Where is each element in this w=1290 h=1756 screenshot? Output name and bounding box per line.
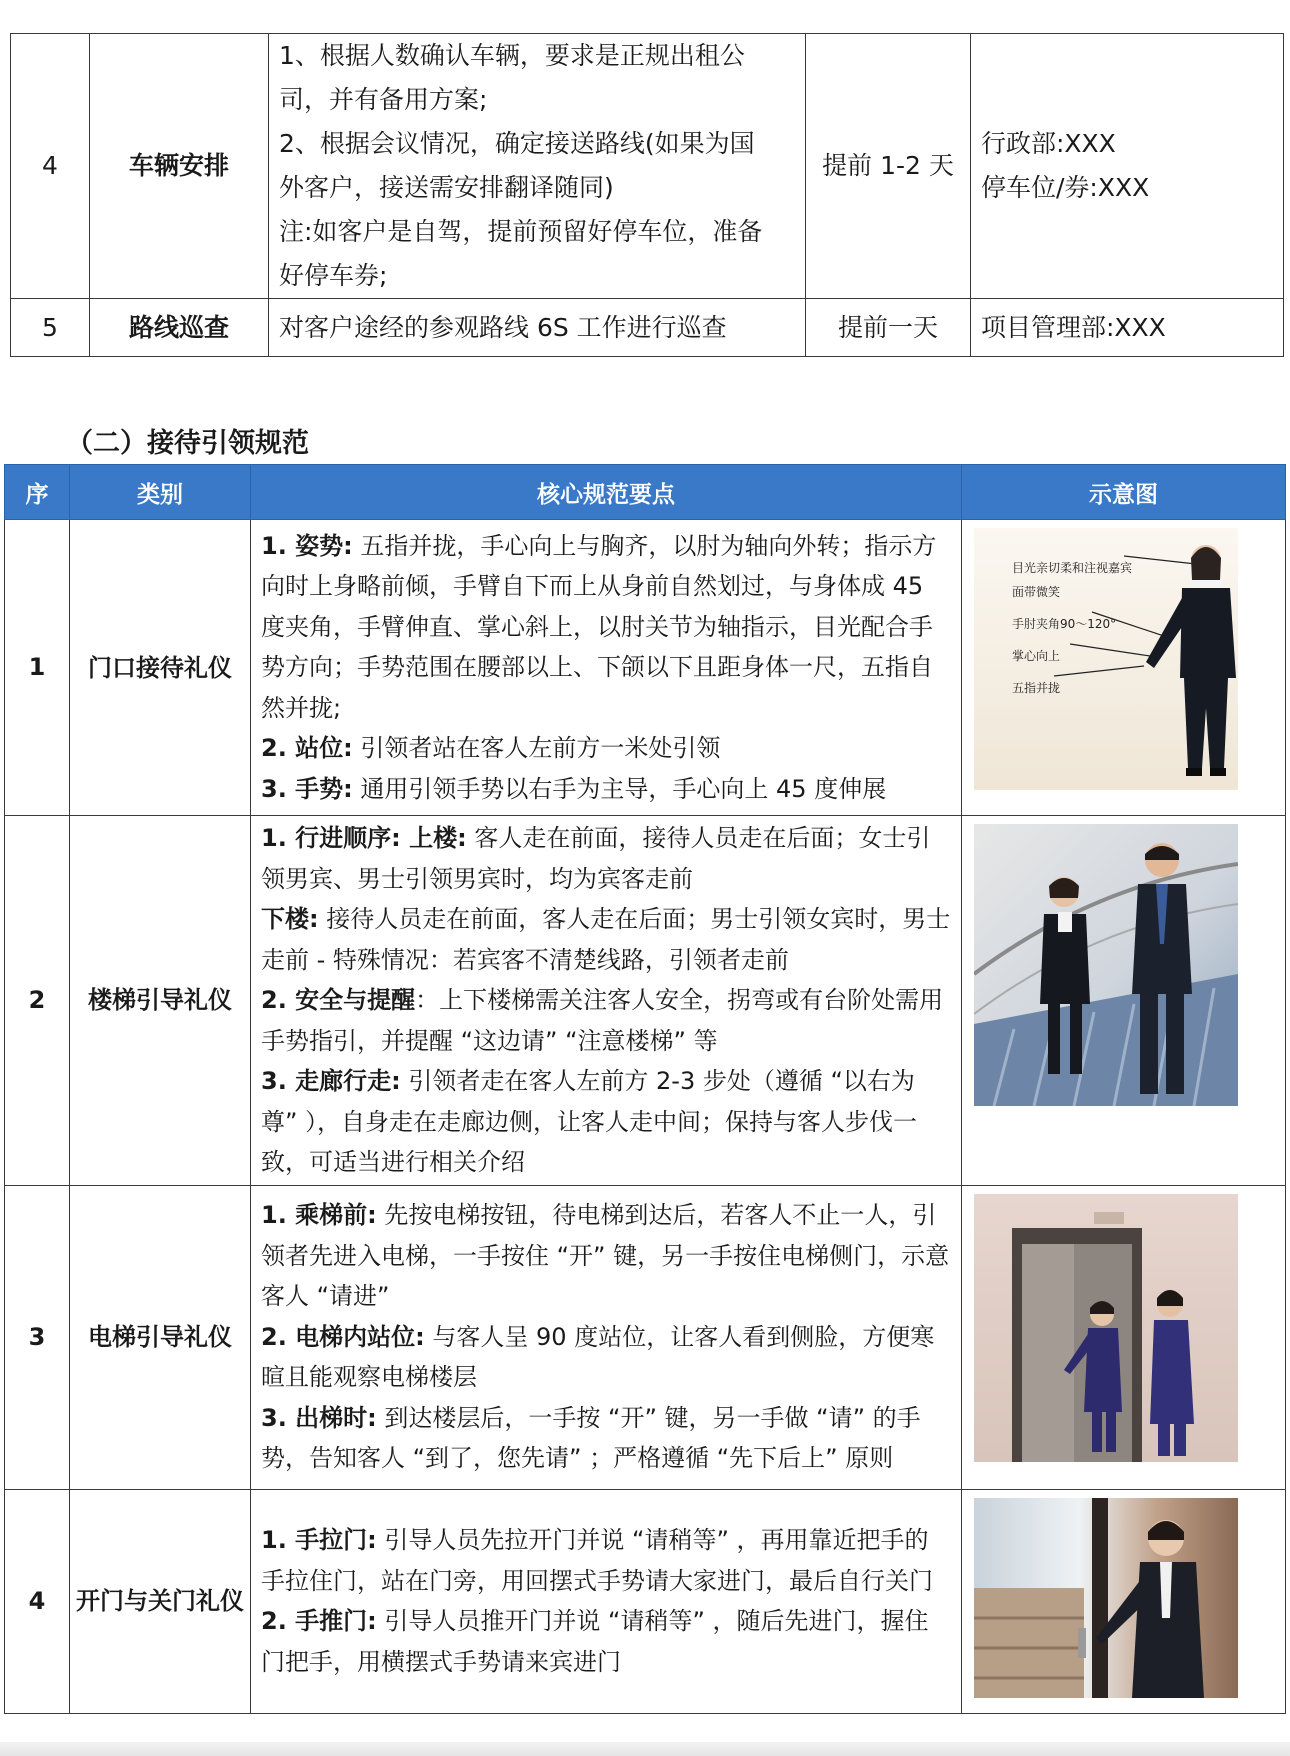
table-row (5, 520, 1286, 816)
column-header-number: 序 (5, 465, 70, 520)
key-points (251, 1489, 962, 1713)
point: 1. 手拉门: 引导人员先拉开门并说 “请稍等” ，再用靠近把手的手拉住门，站在门旁，用回摆式手势请大家进门，最后自行关门 (261, 1526, 933, 1595)
point: 2. 站位: 引领者站在客人左前方一米处引领 (261, 734, 721, 763)
description-line: 2、根据会议情况，确定接送路线(如果为国 (279, 129, 755, 158)
point: 3. 手势: 通用引领手势以右手为主导，手心向上 45 度伸展 (261, 774, 887, 803)
illustration-cell (962, 520, 1286, 816)
table-row (11, 299, 1284, 357)
illustration-cell (962, 1489, 1286, 1713)
column-header-category: 类别 (70, 465, 251, 520)
image-label: 五指并拢 (1012, 681, 1061, 695)
responsible-party (971, 299, 1284, 357)
page-bottom-strip (0, 1742, 1290, 1756)
description-line: 注:如客户是自驾，提前预留好停车位，准备 (279, 217, 763, 246)
image-label: 面带微笑 (1012, 585, 1061, 599)
table-row (5, 816, 1286, 1186)
image-label: 掌心向上 (1012, 649, 1061, 663)
column-header-key-points: 核心规范要点 (251, 465, 962, 520)
owner-line: 项目管理部:XXX (981, 312, 1166, 342)
image-label: 手肘夹角90～120° (1012, 617, 1117, 631)
illustration-cell (962, 816, 1286, 1186)
point: 下楼: 接待人员走在前面，客人走在后面；男士引领女宾时，男士走前 - 特殊情况：若宾客不清楚线路，引领者走前 (261, 905, 951, 974)
row-number: 1 (5, 520, 70, 816)
item-name: 路线巡查 (90, 299, 269, 357)
lead-time: 提前一天 (806, 299, 971, 357)
item-description (269, 299, 806, 357)
category: 楼梯引导礼仪 (70, 816, 251, 1186)
table-row (11, 34, 1284, 299)
row-number: 3 (5, 1185, 70, 1489)
description-line: 1、根据人数确认车辆，要求是正规出租公 (279, 41, 745, 70)
category: 电梯引导礼仪 (70, 1185, 251, 1489)
stairs-illustration (974, 824, 1238, 1106)
point: 3. 出梯时: 到达楼层后，一手按 “开” 键，另一手做 “请” 的手势，告知客人 “到了，您先请” ；严格遵循 “先下后上” 原则 (261, 1403, 921, 1473)
item-name: 车辆安排 (90, 34, 269, 299)
illustration-cell (962, 1185, 1286, 1489)
row-number: 2 (5, 816, 70, 1186)
key-points (251, 520, 962, 816)
description-line: 外客户，接送需安排翻译随同) (279, 173, 614, 202)
point: 2. 手推门: 引导人员推开门并说 “请稍等” ，随后先进门，握住门把手，用横摆式手势请来宾进门 (261, 1607, 929, 1676)
point: 2. 电梯内站位: 与客人呈 90 度站位，让客人看到侧脸，方便寒暄且能观察电梯楼层 (261, 1322, 935, 1392)
image-label: 目光亲切柔和注视嘉宾 (1012, 561, 1133, 575)
point: 2. 安全与提醒：上下楼梯需关注客人安全，拐弯或有台阶处需用手势指引，并提醒 “这边请” “注意楼梯” 等 (261, 986, 944, 1055)
row-number: 5 (11, 299, 90, 357)
table-row (5, 1185, 1286, 1489)
row-number: 4 (5, 1489, 70, 1713)
point: 1. 乘梯前: 先按电梯按钮，待电梯到达后，若客人不止一人，引领者先进入电梯，一手按住 “开” 键，另一手按住电梯侧门，示意客人 “请进” (261, 1201, 950, 1311)
point: 1. 行进顺序: 上楼: 客人走在前面，接待人员走在后面；女士引领男宾、男士引领男宾时，均为宾客走前 (261, 824, 931, 893)
arrangement-table (10, 33, 1284, 357)
column-header-illustration: 示意图 (962, 465, 1286, 520)
table-row (5, 1489, 1286, 1713)
owner-line: 停车位/券:XXX (981, 173, 1150, 202)
table-header-row (5, 465, 1286, 520)
point: 3. 走廊行走: 引领者走在客人左前方 2-3 步处（遵循 “以右为尊” ），自身走在走廊边侧，让客人走中间；保持与客人步伐一致，可适当进行相关介绍 (261, 1067, 918, 1176)
row-number: 4 (11, 34, 90, 299)
key-points (251, 816, 962, 1186)
point: 1. 姿势: 五指并拢，手心向上与胸齐，以肘为轴向外转；指示方向时上身略前倾，手臂自下而上从身前自然划过，与身体成 45 度夹角，手臂伸直、掌心斜上，以肘关节为轴指示，目光配合手势方向；手势范围在腰部以上、下颌以下且距身体一尺，五指自然并拢; (261, 531, 937, 722)
description-line: 司，并有备用方案; (279, 85, 488, 114)
posture-illustration (974, 528, 1238, 790)
door-illustration (974, 1498, 1238, 1698)
description-line: 对客户途经的参观路线 6S 工作进行巡查 (279, 312, 727, 342)
lead-time: 提前 1-2 天 (806, 34, 971, 299)
section-title: （二）接待引领规范 (66, 428, 309, 459)
reception-guidance-table (4, 464, 1286, 1714)
key-points (251, 1185, 962, 1489)
description-line: 好停车券; (279, 261, 388, 290)
responsible-party (971, 34, 1284, 299)
elevator-illustration (974, 1194, 1238, 1462)
category: 开门与关门礼仪 (70, 1489, 251, 1713)
category: 门口接待礼仪 (70, 520, 251, 816)
item-description (269, 34, 806, 299)
owner-line: 行政部:XXX (981, 129, 1116, 158)
